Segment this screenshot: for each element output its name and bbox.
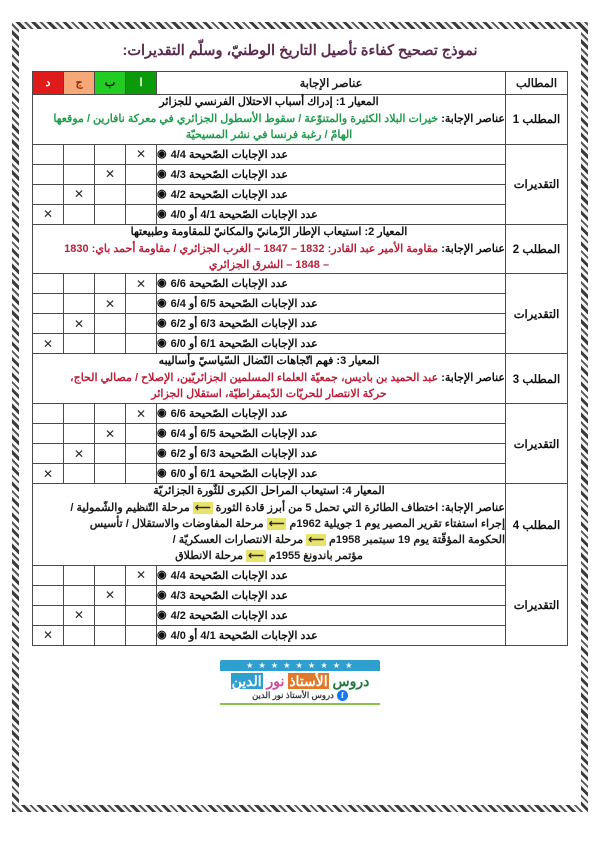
bullet-icon: ◉ xyxy=(157,337,167,350)
grade-cell-d[interactable] xyxy=(33,424,64,444)
grade-cell-c[interactable] xyxy=(64,164,95,184)
grade-cell-d[interactable] xyxy=(33,294,64,314)
score-row xyxy=(33,204,568,224)
bullet-icon: ◉ xyxy=(157,447,167,460)
score-row xyxy=(33,334,568,354)
grade-cell-a[interactable] xyxy=(126,314,157,334)
score-text: عدد الإجابات الصّحيحة 6/5 أو 6/4 xyxy=(170,428,318,441)
answer-text: مرحلة الانتصارات العسكريّة / xyxy=(172,534,307,547)
logo-underline xyxy=(220,703,380,705)
bullet-icon: ◉ xyxy=(157,147,167,160)
bullet-icon: ◉ xyxy=(157,187,167,200)
score-row xyxy=(33,144,568,164)
grade-cell-d-marked[interactable]: ✕ xyxy=(33,204,64,224)
answer-text: مرحلة التّنظيم والشّمولية / xyxy=(70,502,193,515)
score-row xyxy=(33,444,568,464)
score-row xyxy=(33,164,568,184)
grade-cell-c[interactable] xyxy=(64,625,95,645)
criterion-statement: المعيار 4: استيعاب المراحل الكبرى للثّورة الجزائريّة xyxy=(153,485,385,498)
grade-cell-b-marked[interactable]: ✕ xyxy=(95,164,126,184)
criterion-row xyxy=(33,484,568,566)
score-row xyxy=(33,605,568,625)
answer-line xyxy=(33,112,505,128)
criterion-content xyxy=(33,94,506,144)
grade-cell-a[interactable] xyxy=(126,334,157,354)
score-row xyxy=(33,294,568,314)
answer-line xyxy=(33,517,505,533)
ratings-label: التقديرات xyxy=(506,565,568,645)
grade-cell-a[interactable] xyxy=(126,585,157,605)
bullet-icon: ◉ xyxy=(157,297,167,310)
score-description xyxy=(157,184,506,204)
score-description xyxy=(157,464,506,484)
score-description xyxy=(157,605,506,625)
answer-line xyxy=(33,258,505,274)
criterion-statement: المعيار 3: فهم اتّجاهات النّضال السّياسيّ وأساليبه xyxy=(158,355,380,368)
grade-cell-a[interactable] xyxy=(126,464,157,484)
bullet-icon: ◉ xyxy=(157,628,167,641)
answer-text: مقاومة الأمير عبد القادر: 1832 – 1847 – الغرب الجزائري / مقاومة أحمد باي: 1830 xyxy=(64,242,439,255)
score-description xyxy=(157,444,506,464)
criterion-row xyxy=(33,354,568,404)
grade-cell-b-marked[interactable]: ✕ xyxy=(95,424,126,444)
grade-cell-d-marked[interactable]: ✕ xyxy=(33,464,64,484)
answer-text: الهامّ / رغبة فرنسا في نشر المسيحيّة xyxy=(185,128,353,141)
footer xyxy=(32,660,568,705)
score-description xyxy=(157,334,506,354)
answer-text: الحكومة المؤقّتة يوم 19 سبتمبر 1958م xyxy=(325,534,505,547)
answer-line xyxy=(33,128,505,144)
grade-cell-a[interactable] xyxy=(126,424,157,444)
grade-cell-b[interactable] xyxy=(95,625,126,645)
demand-label: المطلب 3 xyxy=(506,354,568,404)
bullet-icon: ◉ xyxy=(157,608,167,621)
bullet-icon: ◉ xyxy=(157,568,167,581)
arrow-icon: ⟵ xyxy=(194,502,211,515)
header-grade-d: د xyxy=(33,71,64,94)
logo-handle: دروس الأستاذ نور الدين xyxy=(252,690,334,701)
score-text: عدد الإجابات الصّحيحة 6/3 أو 6/2 xyxy=(170,448,318,461)
grading-table xyxy=(32,71,568,646)
criterion-content xyxy=(33,354,506,404)
arrow-icon: ⟵ xyxy=(308,534,324,547)
score-row xyxy=(33,565,568,585)
criterion-row xyxy=(33,94,568,144)
grade-cell-b[interactable] xyxy=(95,184,126,204)
score-text: عدد الإجابات الصّحيحة 6/1 أو 6/0 xyxy=(170,338,318,351)
score-text: عدد الإجابات الصّحيحة 6/3 أو 6/2 xyxy=(170,318,318,331)
grade-cell-c[interactable] xyxy=(64,294,95,314)
arrow-icon: ⟵ xyxy=(268,518,285,531)
grade-cell-b[interactable] xyxy=(95,274,126,294)
bullet-icon: ◉ xyxy=(157,427,167,440)
demand-label: المطلب 1 xyxy=(506,94,568,144)
criterion-statement: المعيار 1: إدراك أسباب الاحتلال الفرنسي للجزائر xyxy=(159,95,379,108)
grade-cell-b[interactable] xyxy=(95,204,126,224)
grade-cell-a[interactable] xyxy=(126,184,157,204)
score-text: عدد الإجابات الصّحيحة 4/4 xyxy=(170,148,288,161)
bullet-icon: ◉ xyxy=(157,407,167,420)
grade-cell-a-marked[interactable]: ✕ xyxy=(126,404,157,424)
bullet-icon: ◉ xyxy=(157,167,167,180)
score-text: عدد الإجابات الصّحيحة 6/5 أو 6/4 xyxy=(170,298,318,311)
logo-word-2: الأستاذ xyxy=(289,672,328,689)
score-row xyxy=(33,424,568,444)
grade-cell-c-marked[interactable]: ✕ xyxy=(64,444,95,464)
grade-cell-c[interactable] xyxy=(64,585,95,605)
grade-cell-a[interactable] xyxy=(126,204,157,224)
ratings-label: التقديرات xyxy=(506,144,568,224)
grade-cell-d[interactable] xyxy=(33,404,64,424)
grade-cell-a[interactable] xyxy=(126,164,157,184)
answer-line xyxy=(33,533,505,549)
grade-cell-d[interactable] xyxy=(33,274,64,294)
score-text: عدد الإجابات الصّحيحة 4/4 xyxy=(170,569,288,582)
score-text: عدد الإجابات الصّحيحة 4/1 أو 4/0 xyxy=(170,629,318,642)
logo-wordmark xyxy=(220,671,380,689)
grade-cell-b[interactable] xyxy=(95,314,126,334)
bullet-icon: ◉ xyxy=(157,317,167,330)
score-text: عدد الإجابات الصّحيحة 4/3 xyxy=(170,589,288,602)
grade-cell-b[interactable] xyxy=(95,565,126,585)
grade-cell-d-marked[interactable]: ✕ xyxy=(33,625,64,645)
page-title: نموذج تصحيح كفاءة تأصيل التاريخ الوطنيّ، وسلّم التقديرات: xyxy=(122,43,478,59)
score-description xyxy=(157,274,506,294)
bullet-icon: ◉ xyxy=(157,277,167,290)
criterion-row xyxy=(33,224,568,274)
header-demands: المطالب xyxy=(506,71,568,94)
answer-text: حركة الانتصار للحريّات الدّيمقراطيّة، استقلال الجزائر xyxy=(151,388,387,401)
grade-cell-a-marked[interactable]: ✕ xyxy=(126,565,157,585)
bullet-icon: ◉ xyxy=(157,467,167,480)
criterion-statement: المعيار 2: استيعاب الإطار الزّمانيّ والمكانيّ للمقاومة وطبيعتها xyxy=(130,225,408,238)
score-row xyxy=(33,404,568,424)
grade-cell-d[interactable] xyxy=(33,184,64,204)
score-text: عدد الإجابات الصّحيحة 4/2 xyxy=(170,188,288,201)
answer-text: مؤتمر باندونغ 1955م xyxy=(265,550,363,563)
demand-label: المطلب 2 xyxy=(506,224,568,274)
grade-cell-c-marked[interactable]: ✕ xyxy=(64,184,95,204)
answer-line xyxy=(33,501,505,517)
header-grade-c: ج xyxy=(64,71,95,94)
score-text: عدد الإجابات الصّحيحة 6/6 xyxy=(170,408,288,421)
answer-text: عبد الحميد بن باديس، جمعيّة العلماء المسلمين الجزائريّين، الإصلاح / مصالي الحاج، xyxy=(70,372,439,385)
grade-cell-c[interactable] xyxy=(64,464,95,484)
answer-text: اختطاف الطائرة التي تحمل 5 من أبرز قادة الثورة xyxy=(212,502,439,515)
score-row xyxy=(33,464,568,484)
grade-cell-b[interactable] xyxy=(95,144,126,164)
grade-cell-c[interactable] xyxy=(64,274,95,294)
criterion-content xyxy=(33,484,506,566)
grade-cell-b-marked[interactable]: ✕ xyxy=(95,585,126,605)
answer-prefix: عناصر الإجابة: xyxy=(438,112,505,125)
grade-cell-b[interactable] xyxy=(95,444,126,464)
grade-cell-b[interactable] xyxy=(95,404,126,424)
score-description xyxy=(157,585,506,605)
score-row xyxy=(33,314,568,334)
grade-cell-d[interactable] xyxy=(33,444,64,464)
grade-cell-d-marked[interactable]: ✕ xyxy=(33,334,64,354)
logo-word-4: الدين xyxy=(231,672,262,689)
header-grade-b: ب xyxy=(95,71,126,94)
answer-line xyxy=(33,242,505,258)
score-row xyxy=(33,585,568,605)
grade-cell-a[interactable] xyxy=(126,294,157,314)
answer-text: مرحلة الانطلاق xyxy=(175,550,247,563)
grade-cell-c[interactable] xyxy=(64,144,95,164)
score-description xyxy=(157,164,506,184)
grade-cell-c[interactable] xyxy=(64,334,95,354)
logo-word-3: نور xyxy=(266,672,285,689)
score-row xyxy=(33,184,568,204)
grade-cell-d[interactable] xyxy=(33,565,64,585)
answer-text: – 1848 – الشرق الجزائري xyxy=(208,258,330,271)
score-text: عدد الإجابات الصّحيحة 4/2 xyxy=(170,609,288,622)
grade-cell-c[interactable] xyxy=(64,424,95,444)
grade-cell-d[interactable] xyxy=(33,314,64,334)
grade-cell-c-marked[interactable]: ✕ xyxy=(64,605,95,625)
score-text: عدد الإجابات الصّحيحة 4/1 أو 4/0 xyxy=(170,208,318,221)
ratings-label: التقديرات xyxy=(506,274,568,354)
logo-word-1: دروس xyxy=(332,672,370,689)
score-description xyxy=(157,625,506,645)
score-row xyxy=(33,625,568,645)
bullet-icon: ◉ xyxy=(157,588,167,601)
grade-cell-d[interactable] xyxy=(33,144,64,164)
grade-cell-a-marked[interactable]: ✕ xyxy=(126,144,157,164)
demand-label: المطلب 4 xyxy=(506,484,568,566)
answer-text: إجراء استفتاء تقرير المصير يوم 1 جويلية 1962م xyxy=(286,518,505,531)
logo-handle-row xyxy=(220,689,380,701)
grade-cell-a[interactable] xyxy=(126,625,157,645)
score-description xyxy=(157,424,506,444)
score-description xyxy=(157,314,506,334)
score-description xyxy=(157,294,506,314)
score-text: عدد الإجابات الصّحيحة 6/1 أو 6/0 xyxy=(170,468,318,481)
grade-cell-c[interactable] xyxy=(64,565,95,585)
grade-cell-b[interactable] xyxy=(95,334,126,354)
grade-cell-b[interactable] xyxy=(95,605,126,625)
grade-cell-b-marked[interactable]: ✕ xyxy=(95,294,126,314)
grade-cell-c[interactable] xyxy=(64,204,95,224)
header-grade-a: ا xyxy=(126,71,157,94)
answer-text: خيرات البلاد الكثيرة والمتنوّعة / سقوط الأسطول الجزائري في معركة نافارين / موقعها xyxy=(53,112,439,125)
answer-text: مرحلة المفاوضات والاستقلال / تأسيس xyxy=(89,518,267,531)
grade-cell-c[interactable] xyxy=(64,404,95,424)
score-description xyxy=(157,565,506,585)
brand-logo xyxy=(220,660,380,705)
score-text: عدد الإجابات الصّحيحة 6/6 xyxy=(170,278,288,291)
bullet-icon: ◉ xyxy=(157,207,167,220)
logo-dots: ★ ★ ★ ★ ★ ★ ★ ★ ★ xyxy=(220,660,380,671)
arrow-icon: ⟵ xyxy=(248,550,264,563)
answer-line xyxy=(33,549,505,565)
score-row xyxy=(33,274,568,294)
score-description xyxy=(157,204,506,224)
facebook-icon[interactable]: f xyxy=(337,690,348,701)
grade-cell-a[interactable] xyxy=(126,444,157,464)
grade-cell-a-marked[interactable]: ✕ xyxy=(126,274,157,294)
answer-line xyxy=(33,371,505,387)
table-header-row xyxy=(33,71,568,94)
score-description xyxy=(157,144,506,164)
answer-prefix: عناصر الإجابة: xyxy=(438,372,505,385)
score-description xyxy=(157,404,506,424)
grade-cell-d[interactable] xyxy=(33,605,64,625)
ratings-label: التقديرات xyxy=(506,404,568,484)
grade-cell-d[interactable] xyxy=(33,164,64,184)
answer-prefix: عناصر الإجابة: xyxy=(438,242,505,255)
grade-cell-c-marked[interactable]: ✕ xyxy=(64,314,95,334)
grade-cell-b[interactable] xyxy=(95,464,126,484)
header-answer-elements: عناصر الإجابة xyxy=(157,71,506,94)
answer-line xyxy=(33,387,505,403)
answer-prefix: عناصر الإجابة: xyxy=(438,502,505,515)
score-text: عدد الإجابات الصّحيحة 4/3 xyxy=(170,168,288,181)
document-page xyxy=(12,22,588,812)
criterion-content xyxy=(33,224,506,274)
grade-cell-a[interactable] xyxy=(126,605,157,625)
grade-cell-d[interactable] xyxy=(33,585,64,605)
